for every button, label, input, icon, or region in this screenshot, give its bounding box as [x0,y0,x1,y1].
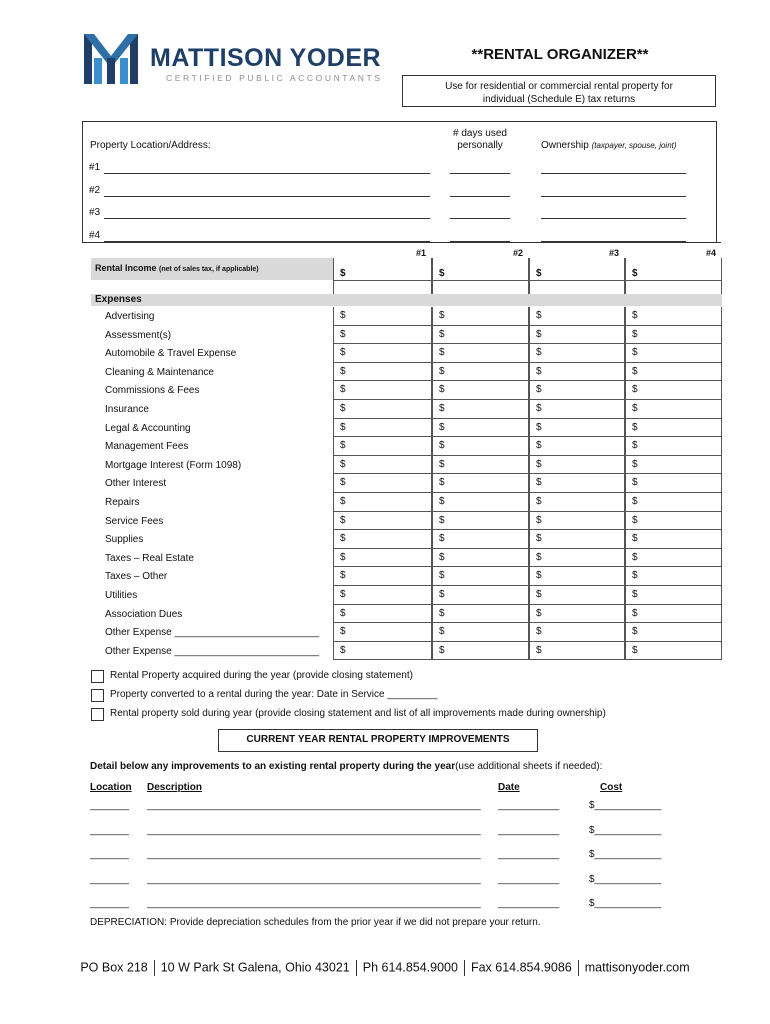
expense-amount-field[interactable] [333,549,432,568]
improvement-description-field[interactable]: ____________________________________________________________ [147,800,481,811]
dollar-sign: $ [340,626,346,638]
dollar-sign: $ [340,644,346,656]
dollar-sign: $ [632,496,638,507]
improvement-description-field[interactable]: ____________________________________________________________ [147,873,481,885]
col-cost-header: Cost [600,782,623,793]
dollar-sign: $ [536,458,542,470]
expense-amount-field[interactable] [432,567,529,586]
expense-amount-field[interactable] [529,493,625,512]
dollar-sign: $ [536,533,542,545]
address-label: Property Location/Address: [90,140,211,151]
expense-amount-field[interactable] [529,530,625,549]
expense-amount-field[interactable] [333,326,432,345]
dollar-sign: $ [340,496,346,507]
dollar-sign: $ [536,421,542,433]
improvement-location-field[interactable]: _______ [90,873,129,885]
dollar-sign: $ [632,403,638,414]
option-checkbox-label: Property converted to a rental during the year: Date in Service _________ [110,689,438,700]
expense-label: Insurance [105,404,149,415]
expense-amount-field[interactable] [529,307,625,326]
expense-label: Legal & Accounting [105,422,191,434]
dollar-sign: $ [536,626,542,638]
ownership-note: (taxpayer, spouse, joint) [591,141,677,150]
expense-label: Commissions & Fees [105,385,200,397]
expense-amount-field[interactable] [333,605,432,624]
property-days-field[interactable] [450,173,510,174]
dollar-sign: $ [439,365,445,377]
dollar-sign: $ [340,328,346,340]
dollar-sign: $ [632,589,638,600]
dollar-sign: $ [632,268,638,279]
option-checkbox[interactable] [91,670,104,683]
improvement-date-field[interactable]: ___________ [498,873,560,885]
dollar-sign: $ [340,310,346,321]
column-header: #3 [608,248,619,258]
expense-amount-field[interactable] [529,437,625,456]
expense-amount-field[interactable] [432,419,529,438]
property-days-field[interactable] [450,218,510,219]
expense-amount-field[interactable] [333,307,432,326]
improvement-date-field[interactable]: ___________ [498,824,560,836]
expense-amount-field[interactable] [529,326,625,345]
expense-label: Mortgage Interest (Form 1098) [105,459,242,471]
expense-label: Utilities [105,590,138,601]
improvement-cost-field[interactable]: $____________ [589,898,662,909]
subtitle-line-2: individual (Schedule E) tax returns [482,94,636,105]
dollar-sign: $ [439,589,445,600]
expense-amount-field[interactable] [432,586,529,605]
footer-po-box: PO Box 218 [80,960,148,975]
income-divider [625,280,722,281]
dollar-sign: $ [536,551,542,563]
expense-label: Other Expense __________________________ [105,627,320,639]
dollar-sign: $ [632,384,638,396]
expense-amount-field[interactable] [333,642,432,661]
dollar-sign: $ [439,514,445,526]
expense-amount-field[interactable] [625,642,722,661]
dollar-sign: $ [632,421,638,433]
dollar-sign: $ [439,551,445,563]
property-ownership-field[interactable] [541,173,686,174]
dollar-sign: $ [340,365,346,377]
dollar-sign: $ [632,533,638,545]
expense-amount-field[interactable] [333,512,432,531]
expense-amount-field[interactable] [625,549,722,568]
option-checkbox-label: Rental property sold during year (provide closing statement and list of all improvements made during ownership) [110,708,606,719]
improvements-instruction-note: (use additional sheets if needed): [455,761,603,772]
improvement-date-field[interactable]: ___________ [498,898,560,909]
improvements-instructions [90,761,602,772]
dollar-sign: $ [340,589,346,600]
expense-amount-field[interactable] [432,363,529,382]
dollar-sign: $ [632,365,638,377]
expense-label: Automobile & Travel Expense [105,348,237,360]
form-title: **RENTAL ORGANIZER** [471,46,649,63]
income-divider [333,280,432,281]
dollar-sign: $ [632,440,638,452]
dollar-sign: $ [632,477,638,489]
improvement-cost-field[interactable]: $____________ [589,824,662,836]
expense-amount-field[interactable] [333,567,432,586]
expense-label: Cleaning & Maintenance [105,366,214,378]
improvement-location-field[interactable]: _______ [90,800,129,811]
dollar-sign: $ [340,440,346,452]
dollar-sign: $ [439,644,445,656]
form-subtitle-box [402,75,716,107]
ownership-text: Ownership [541,140,589,151]
col-date-header: Date [498,782,520,793]
expense-amount-field[interactable] [432,623,529,642]
option-checkbox-label: Rental Property acquired during the year (provide closing statement) [110,670,413,681]
property-ownership-field[interactable] [541,196,686,197]
property-address-field[interactable] [104,173,430,174]
brand-tagline: CERTIFIED PUBLIC ACCOUNTANTS [166,73,383,83]
property-row-number: #4 [89,229,101,241]
expense-label: Taxes – Real Estate [105,552,194,564]
expense-label: Association Dues [105,608,183,620]
expense-amount-field[interactable] [529,642,625,661]
column-header: #2 [512,248,523,258]
days-label-line-2: personally [457,140,503,151]
property-address-field[interactable] [104,196,430,197]
improvement-location-field[interactable]: _______ [90,849,129,860]
expense-amount-field[interactable] [625,363,722,382]
expense-label: Assessment(s) [105,329,172,341]
column-header: #1 [415,248,426,258]
expense-amount-field[interactable] [333,437,432,456]
expense-amount-field[interactable] [529,344,625,363]
dollar-sign: $ [536,496,542,507]
ownership-label [541,140,677,151]
expense-amount-field[interactable] [432,344,529,363]
dollar-sign: $ [536,440,542,452]
dollar-sign: $ [340,384,346,396]
improvement-date-field[interactable]: ___________ [498,849,560,860]
expense-amount-field[interactable] [529,419,625,438]
dollar-sign: $ [439,533,445,545]
dollar-sign: $ [439,496,445,507]
expense-amount-field[interactable] [529,623,625,642]
rental-income-label [95,263,259,273]
dollar-sign: $ [632,458,638,470]
expense-label: Other Expense __________________________ [105,645,320,657]
rental-income-note: (net of sales tax, if applicable) [159,266,259,273]
option-checkbox[interactable] [91,689,104,702]
column-header: #4 [705,248,716,258]
expense-amount-field[interactable] [625,307,722,326]
dollar-sign: $ [632,347,638,359]
expenses-band [91,294,722,306]
expense-amount-field[interactable] [333,400,432,419]
improvement-cost-field[interactable]: $____________ [589,800,662,811]
expense-label: Taxes – Other [105,571,168,583]
option-checkbox[interactable] [91,708,104,721]
dollar-sign: $ [340,551,346,563]
rental-income-field[interactable] [432,258,529,298]
dollar-sign: $ [536,607,542,619]
expense-amount-field[interactable] [625,605,722,624]
improvement-cost-field[interactable]: $____________ [589,849,662,860]
dollar-sign: $ [536,644,542,656]
property-ownership-field[interactable] [541,218,686,219]
expense-amount-field[interactable] [432,400,529,419]
dollar-sign: $ [439,268,445,279]
subtitle-line-1: Use for residential or commercial rental property for [445,81,673,92]
property-row-number: #2 [89,184,101,196]
footer-divider [578,960,579,976]
dollar-sign: $ [340,514,346,526]
expense-amount-field[interactable] [529,381,625,400]
income-divider [432,280,529,281]
dollar-sign: $ [340,477,346,489]
improvement-location-field[interactable]: _______ [90,898,129,909]
expense-amount-field[interactable] [625,530,722,549]
property-row-number: #3 [89,207,101,218]
dollar-sign: $ [439,458,445,470]
dollar-sign: $ [536,347,542,359]
expense-amount-field[interactable] [432,456,529,475]
expense-amount-field[interactable] [625,419,722,438]
expense-amount-field[interactable] [625,400,722,419]
improvement-cost-field[interactable]: $____________ [589,873,662,885]
property-row-number: #1 [89,162,101,173]
expense-amount-field[interactable] [333,363,432,382]
dollar-sign: $ [340,570,346,582]
expense-amount-field[interactable] [333,493,432,512]
expense-amount-field[interactable] [625,437,722,456]
dollar-sign: $ [340,533,346,545]
footer-contact [0,960,770,976]
dollar-sign: $ [439,626,445,638]
improvement-description-field[interactable]: ____________________________________________________________ [147,824,481,836]
expense-label: Management Fees [105,441,189,453]
income-divider [529,280,625,281]
expense-amount-field[interactable] [529,549,625,568]
expense-amount-field[interactable] [432,326,529,345]
improvement-location-field[interactable]: _______ [90,824,129,836]
expense-amount-field[interactable] [333,419,432,438]
dollar-sign: $ [340,403,346,414]
dollar-sign: $ [632,514,638,526]
dollar-sign: $ [439,347,445,359]
expense-label: Other Interest [105,478,167,490]
brand-name: MATTISON YODER [150,44,382,72]
expense-amount-field[interactable] [333,530,432,549]
dollar-sign: $ [439,403,445,414]
dollar-sign: $ [632,551,638,563]
expense-label: Service Fees [105,515,164,527]
days-used-label [440,128,520,152]
dollar-sign: $ [340,421,346,433]
expense-amount-field[interactable] [432,530,529,549]
expense-amount-field[interactable] [432,605,529,624]
rental-income-field[interactable] [333,258,432,298]
table-top-rule [91,242,721,243]
expense-amount-field[interactable] [625,493,722,512]
rental-income-field[interactable] [625,258,722,298]
footer-street: 10 W Park St Galena, Ohio 43021 [160,960,350,975]
expense-amount-field[interactable] [625,344,722,363]
col-description-header: Description [147,782,203,793]
expense-amount-field[interactable] [432,512,529,531]
footer-fax: Fax 614.854.9086 [470,960,572,975]
dollar-sign: $ [439,328,445,340]
rental-income-field[interactable] [529,258,625,298]
improvement-description-field[interactable]: ____________________________________________________________ [147,849,481,860]
days-label-line-1: # days used [453,128,507,139]
property-address-field[interactable] [104,218,430,219]
dollar-sign: $ [536,477,542,489]
expense-amount-field[interactable] [432,493,529,512]
dollar-sign: $ [632,310,638,321]
dollar-sign: $ [536,365,542,377]
expense-amount-field[interactable] [529,400,625,419]
dollar-sign: $ [632,607,638,619]
dollar-sign: $ [536,514,542,526]
improvements-instruction-bold: Detail below any improvements to an existing rental property during the year [90,761,456,772]
expense-amount-field[interactable] [625,512,722,531]
expense-amount-field[interactable] [333,456,432,475]
expense-amount-field[interactable] [625,474,722,493]
dollar-sign: $ [340,458,346,470]
expense-amount-field[interactable] [333,474,432,493]
expense-amount-field[interactable] [333,586,432,605]
dollar-sign: $ [536,268,542,279]
expense-amount-field[interactable] [432,642,529,661]
expense-amount-field[interactable] [432,307,529,326]
expense-amount-field[interactable] [333,344,432,363]
expense-amount-field[interactable] [625,381,722,400]
expense-amount-field[interactable] [333,623,432,642]
dollar-sign: $ [632,626,638,638]
footer-divider [154,960,155,976]
dollar-sign: $ [439,440,445,452]
footer-phone: Ph 614.854.9000 [362,960,458,975]
expenses-label: Expenses [95,294,142,305]
expense-amount-field[interactable] [432,549,529,568]
dollar-sign: $ [439,421,445,433]
dollar-sign: $ [536,310,542,321]
expense-amount-field[interactable] [529,586,625,605]
expense-amount-field[interactable] [333,381,432,400]
expense-amount-field[interactable] [625,456,722,475]
dollar-sign: $ [536,328,542,340]
dollar-sign: $ [439,384,445,396]
dollar-sign: $ [340,268,346,279]
expense-amount-field[interactable] [625,586,722,605]
expense-amount-field[interactable] [625,623,722,642]
dollar-sign: $ [536,403,542,414]
expense-label: Advertising [105,311,155,322]
footer-website[interactable]: mattisonyoder.com [584,960,690,975]
improvement-description-field[interactable]: ____________________________________________________________ [147,898,481,909]
expense-amount-field[interactable] [529,474,625,493]
footer-divider [464,960,465,976]
dollar-sign: $ [439,570,445,582]
dollar-sign: $ [632,328,638,340]
dollar-sign: $ [536,570,542,582]
property-days-field[interactable] [450,196,510,197]
expense-amount-field[interactable] [529,363,625,382]
expense-amount-field[interactable] [529,512,625,531]
dollar-sign: $ [632,570,638,582]
dollar-sign: $ [340,347,346,359]
expense-amount-field[interactable] [432,474,529,493]
dollar-sign: $ [340,607,346,619]
expense-amount-field[interactable] [529,567,625,586]
brand-logo-icon [82,28,140,88]
dollar-sign: $ [439,477,445,489]
expense-amount-field[interactable] [625,567,722,586]
expense-label: Repairs [105,497,140,508]
expense-amount-field[interactable] [432,381,529,400]
improvements-title: CURRENT YEAR RENTAL PROPERTY IMPROVEMENTS [218,729,538,752]
expense-amount-field[interactable] [529,605,625,624]
improvement-date-field[interactable]: ___________ [498,800,560,811]
col-location-header: Location [90,782,132,793]
expense-amount-field[interactable] [625,326,722,345]
dollar-sign: $ [632,644,638,656]
dollar-sign: $ [439,310,445,321]
dollar-sign: $ [536,384,542,396]
depreciation-note: DEPRECIATION: Provide depreciation schedules from the prior year if we did not prepare your return. [90,917,541,928]
dollar-sign: $ [536,589,542,600]
expense-amount-field[interactable] [529,456,625,475]
expense-amount-field[interactable] [432,437,529,456]
expense-label: Supplies [105,534,144,546]
dollar-sign: $ [439,607,445,619]
footer-divider [356,960,357,976]
rental-income-text: Rental Income [95,263,157,273]
